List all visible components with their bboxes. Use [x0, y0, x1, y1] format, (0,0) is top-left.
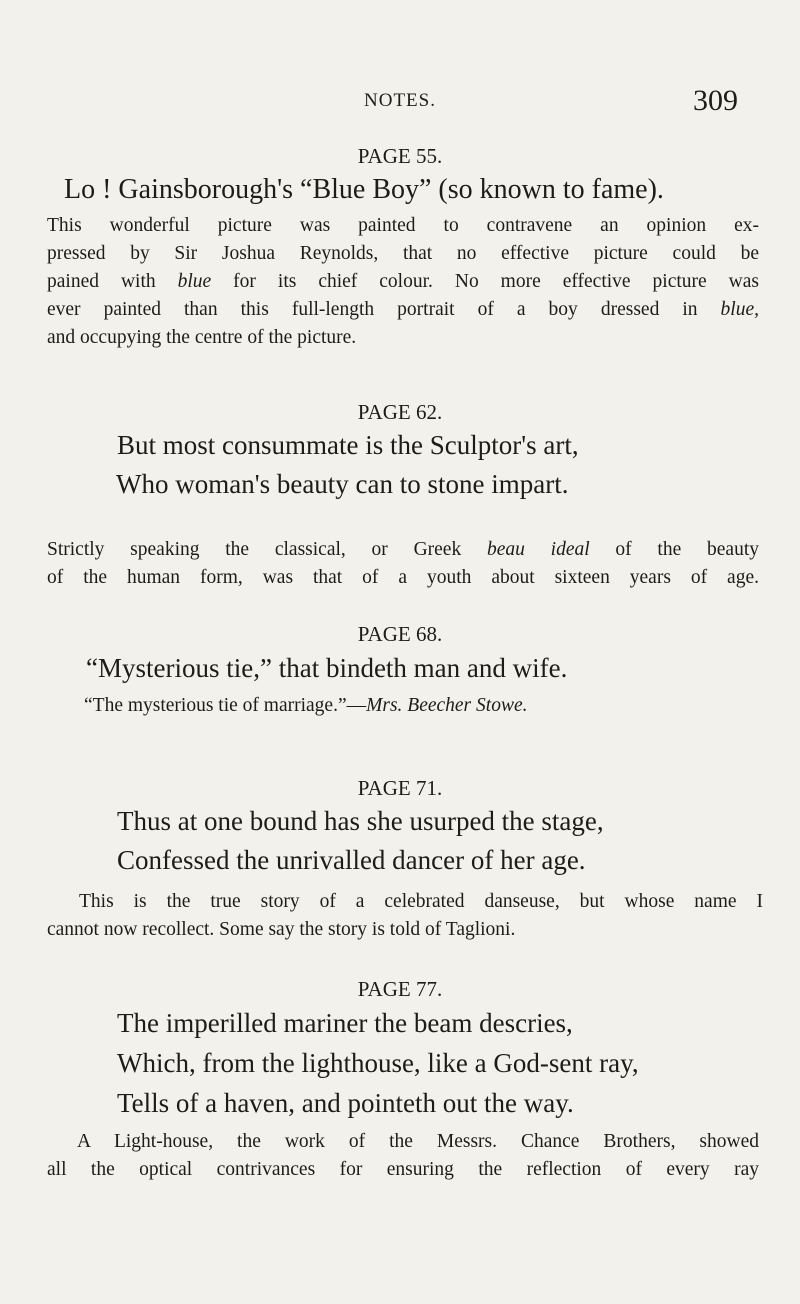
note-line: This is the true story of a celebrated danseuse, but whose name I: [79, 891, 763, 912]
section-heading: PAGE 62.: [357, 400, 443, 424]
note-line: This wonderful picture was painted to contravene an opinion ex-: [47, 215, 759, 236]
note-line: [84, 692, 764, 720]
note-line-text: ever painted than this full-length portrait of a boy dressed in: [47, 299, 721, 320]
attribution: Mrs. Beecher Stowe.: [366, 695, 528, 716]
note-line-text: Strictly speaking the classical, or Greek: [47, 539, 487, 560]
verse-line: Tells of a haven, and pointeth out the way.: [117, 1088, 574, 1118]
section-heading: PAGE 55.: [357, 144, 443, 168]
verse-line: The imperilled mariner the beam descries,: [117, 1008, 573, 1038]
verse-line: Lo ! Gainsborough's “Blue Boy” (so known to fame).: [64, 174, 664, 205]
note-paragraph: [84, 692, 764, 720]
note-paragraph: [47, 1128, 759, 1184]
verse-line: But most consummate is the Sculptor's art,: [117, 430, 579, 460]
page-number: 309: [693, 84, 738, 117]
note-paragraph: [47, 888, 763, 944]
verse-line: Confessed the unrivalled dancer of her age.: [117, 845, 586, 875]
note-line-text: of the beauty: [589, 539, 760, 560]
verse-line: Thus at one bound has she usurped the stage,: [117, 806, 604, 836]
note-line: pressed by Sir Joshua Reynolds, that no effective picture could be: [47, 243, 759, 264]
note-line: [47, 296, 759, 324]
note-line: [47, 536, 759, 564]
note-line: A Light-house, the work of the Messrs. Chance Brothers, showed: [77, 1131, 759, 1152]
verse-line: Which, from the lighthouse, like a God-sent ray,: [117, 1048, 639, 1078]
note-line: and occupying the centre of the picture.: [47, 327, 357, 348]
note-line: cannot now recollect. Some say the story is told of Taglioni.: [47, 919, 516, 940]
note-line: [47, 268, 759, 296]
section-heading: PAGE 77.: [357, 977, 443, 1001]
note-line: all the optical contrivances for ensuring the reflection of every ray: [47, 1159, 759, 1180]
section-heading: PAGE 71.: [357, 776, 443, 800]
emphasis: blue,: [720, 299, 759, 320]
note-line-text: pained with: [47, 271, 178, 292]
emphasis: blue: [177, 271, 212, 292]
note-line-text: “The mysterious tie of marriage.”—: [84, 695, 367, 716]
note-paragraph: [47, 536, 759, 592]
verse-line: Who woman's beauty can to stone impart.: [116, 469, 569, 499]
running-title: NOTES.: [364, 90, 436, 111]
section-heading: PAGE 68.: [357, 622, 443, 646]
note-line-text: for its chief colour. No more effective picture was: [211, 271, 760, 292]
running-header: [0, 86, 800, 126]
note-line: of the human form, was that of a youth about sixteen years of age.: [47, 567, 759, 588]
emphasis: beau ideal: [486, 539, 590, 560]
note-paragraph: [47, 212, 759, 352]
verse-line: “Mysterious tie,” that bindeth man and wife.: [86, 653, 568, 683]
